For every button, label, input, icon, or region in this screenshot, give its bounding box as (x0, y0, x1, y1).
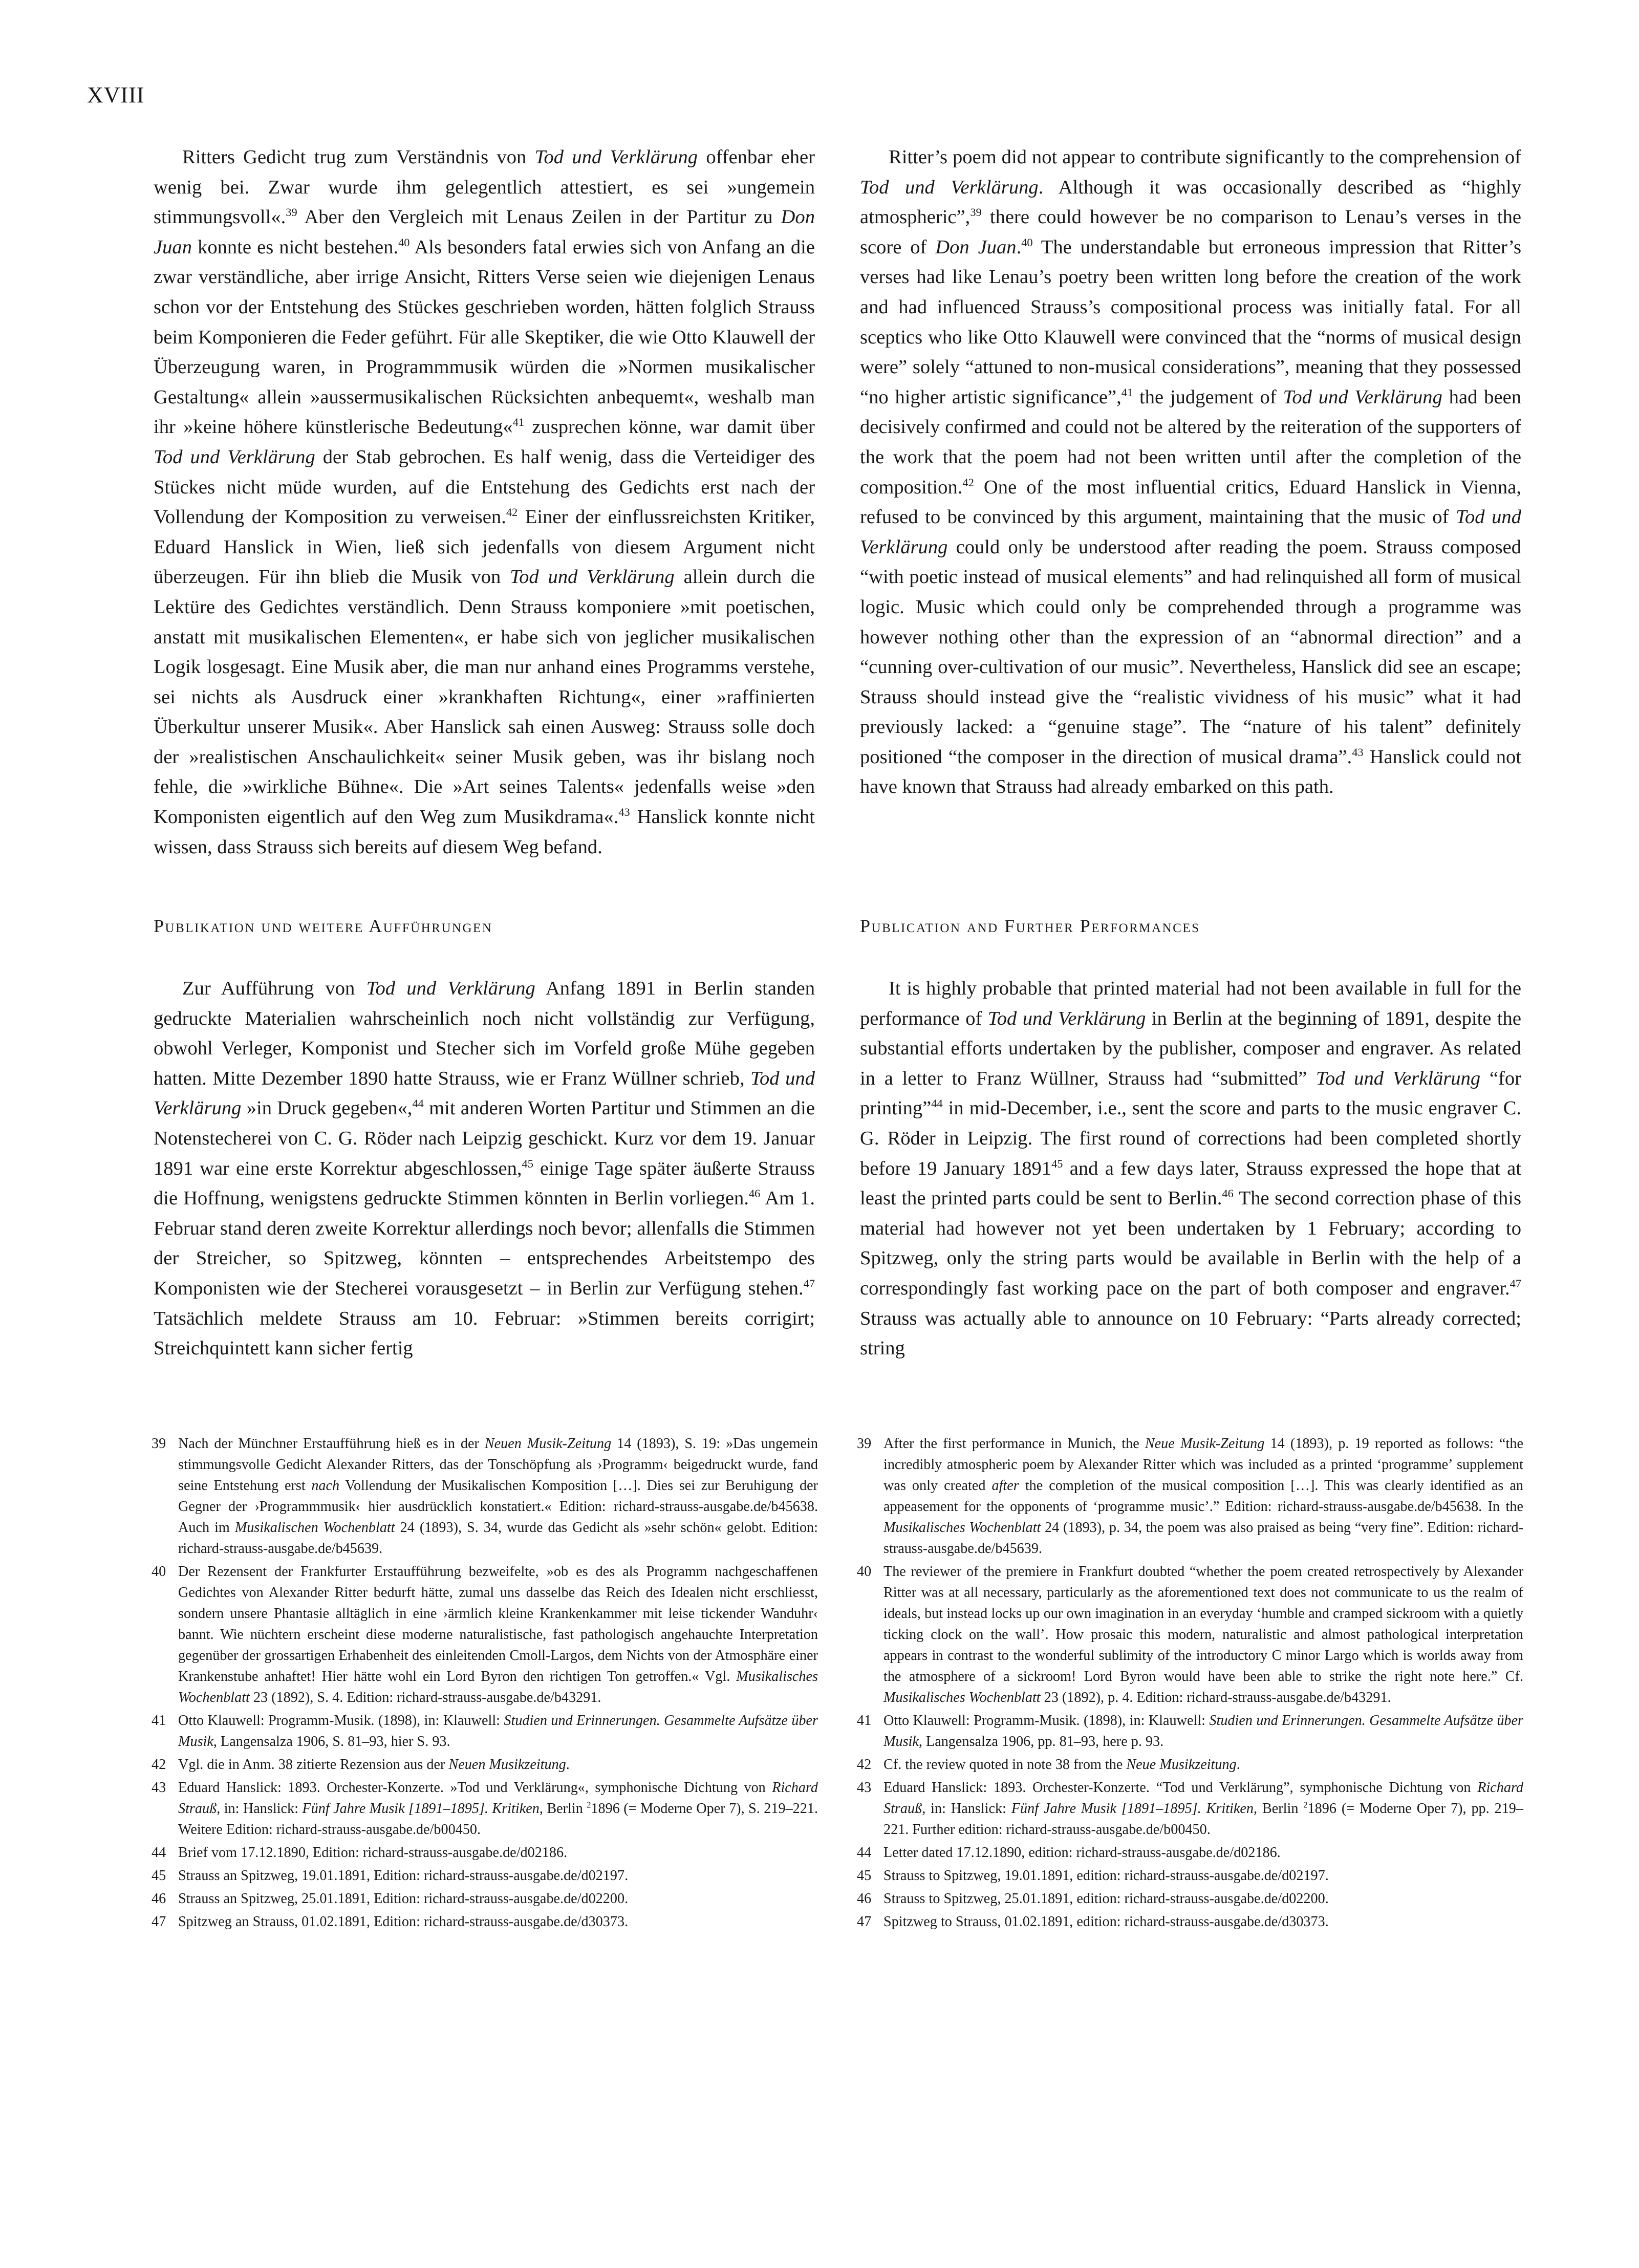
footnote-number: 39 (152, 1436, 166, 1452)
de-footnote-list (153, 1433, 818, 1932)
footnote-text: After the first performance in Munich, the Neue Musik-Zeitung 14 (1893), p. 19 reported as follows: “the incredibly atmospheric poem by Alexander Ritter which was included as a printed ‘programme’ supplement was only created after the completion of the musical composition […]. This was clearly identified as an appeasement for the opponents of ‘programme music’.” Edition: richard-strauss-ausgabe.de/b45638. In the Musikalisches Wochenblatt 24 (1893), p. 34, the poem was also praised as being “very fine”. Edition: richard-strauss-ausgabe.de/b45639. (883, 1436, 1523, 1557)
en-section-heading-wrap (860, 915, 1521, 937)
footnote-text: The reviewer of the premiere in Frankfurt doubted “whether the poem created retrospectively by Alexander Ritter was at all necessary, particularly as the aforementioned text does not communicate to us the realm of ideals, but instead locks up our own imagination in an everyday ‘humble and cramped sickroom with a quietly ticking clock on the wall’. How prosaic this modern, naturalistic and almost pathological interpretation appears in contrast to the wonderful sublimity of the introductory C minor Largo which is worlds away from the atmosphere of a sickroom! Lord Byron would have been able to strike the right note here.” Cf. Musikalisches Wochenblatt 23 (1892), p. 4. Edition: richard-strauss-ausgabe.de/b43291. (883, 1564, 1523, 1705)
footnote (858, 1561, 1523, 1708)
footnote-text: Strauss an Spitzweg, 25.01.1891, Edition: richard-strauss-ausgabe.de/d02200. (178, 1891, 629, 1907)
footnote (858, 1433, 1523, 1559)
footnote-number: 43 (857, 1780, 872, 1796)
de-intro-column (154, 142, 815, 862)
footnote-number: 45 (152, 1868, 166, 1884)
footnote-text: Otto Klauwell: Programm-Musik. (1898), in: Klauwell: Studien und Erinnerungen. Gesammelte Aufsätze über Musik, Langensalza 1906, S. 81–93, hier S. 93. (178, 1713, 818, 1749)
footnote (858, 1911, 1523, 1932)
en-footnotes (858, 1433, 1523, 1934)
en-section-heading: Publication and Further Performances (860, 916, 1200, 936)
footnote-number: 46 (857, 1891, 872, 1907)
footnote-text: Spitzweg to Strauss, 01.02.1891, edition: richard-strauss-ausgabe.de/d30373. (883, 1914, 1329, 1930)
footnote-text: Strauss to Spitzweg, 25.01.1891, edition: richard-strauss-ausgabe.de/d02200. (883, 1891, 1329, 1907)
footnote-number: 44 (152, 1845, 166, 1861)
footnote-text: Eduard Hanslick: 1893. Orchester-Konzerte. “Tod und Verklärung”, symphonische Dichtung von Richard Strauß, in: Hanslick: Fünf Jahre Musik [1891–1895]. Kritiken, Berlin $^2$1896 (= Moderne Oper 7), pp. 219–221. Further edition: richard-strauss-ausgabe.de/b00450. (883, 1780, 1523, 1838)
footnote (153, 1865, 818, 1886)
footnote (858, 1865, 1523, 1886)
footnote-text: Der Rezensent der Frankfurter Erstaufführung bezweifelte, »ob es des als Programm nachgeschaffenen Gedichtes von Alexander Ritter bedurft hätte, zumal uns dasselbe das Reich des Idealen nicht erschliesst, sondern unsere Phantasie alltäglich in eine ›ärmlich kleine Krankenkammer mit leise tickender Wanduhr‹ bannt. Wie nüchtern erscheint diese moderne naturalistische, fast pathologisch angehauchte Interpretation gegenüber der grossartigen Erhabenheit des einleitenden Cmoll-Largos, dem Nichts von der Atmosphäre einer Krankenstube anhaftet! Hier hätte wohl ein Lord Byron den richtigen Ton getroffen.« Vgl. Musikalisches Wochenblatt 23 (1892), S. 4. Edition: richard-strauss-ausgabe.de/b43291. (178, 1564, 818, 1705)
footnote-number: 39 (857, 1436, 872, 1452)
footnote-number: 47 (857, 1914, 872, 1930)
footnote-number: 41 (152, 1713, 166, 1729)
footnote-text: Spitzweg an Strauss, 01.02.1891, Edition: richard-strauss-ausgabe.de/d30373. (178, 1914, 629, 1930)
footnote (153, 1842, 818, 1863)
en-section-paragraph: It is highly probable that printed material had not been available in full for the performance of Tod und Verklärung in Berlin at the beginning of 1891, despite the substantial efforts undertaken by the publisher, composer and engraver. As related in a letter to Franz Wüllner, Strauss had “submitted” Tod und Verklärung “for printing”$^{44}$ in mid-December, i.e., sent the score and parts to the music engraver C. G. Röder in Leipzig. The first round of corrections had been completed shortly before 19 January 1891$^{45}$ and a few days later, Strauss expressed the hope that at least the printed parts could be sent to Berlin.$^{46}$ The second correction phase of this material had however not yet been undertaken by 1 February; according to Spitzweg, only the string parts would be available in Berlin with the help of a correspondingly fast working pace on the part of both composer and engraver.$^{47}$ Strauss was actually able to announce on 10 February: “Parts already corrected; string (860, 978, 1521, 1359)
footnote (153, 1561, 818, 1708)
footnote-number: 41 (857, 1713, 872, 1729)
footnote-text: Letter dated 17.12.1890, edition: richard-strauss-ausgabe.de/d02186. (883, 1845, 1281, 1861)
footnote (858, 1754, 1523, 1775)
footnote-number: 42 (152, 1757, 166, 1773)
en-intro-column (860, 142, 1521, 802)
de-section-paragraph: Zur Aufführung von Tod und Verklärung Anfang 1891 in Berlin standen gedruckte Materialien wahrscheinlich noch nicht vollständig zur Verfügung, obwohl Verleger, Komponist und Stecher sich im Vorfeld große Mühe gegeben hatten. Mitte Dezember 1890 hatte Strauss, wie er Franz Wüllner schrieb, Tod und Verklärung »in Druck gegeben«,$^{44}$ mit anderen Worten Partitur und Stimmen an die Notenstecherei von C. G. Röder nach Leipzig geschickt. Kurz vor dem 19. Januar 1891 war eine erste Korrektur abgeschlossen,$^{45}$ einige Tage später äußerte Strauss die Hoffnung, wenigstens gedruckte Stimmen könnten in Berlin vorliegen.$^{46}$ Am 1. Februar stand deren zweite Korrektur allerdings noch bevor; allenfalls die Stimmen der Streicher, so Spitzweg, könnten – entsprechendes Arbeitstempo des Komponisten wie der Stecherei vorausgesetzt – in Berlin zur Verfügung stehen.$^{47}$ Tatsächlich meldete Strauss am 10. Februar: »Stimmen bereits corrigirt; Streichquintett kann sicher fertig (154, 978, 815, 1359)
footnote (858, 1842, 1523, 1863)
footnote-text: Strauss to Spitzweg, 19.01.1891, edition: richard-strauss-ausgabe.de/d02197. (883, 1868, 1329, 1884)
footnote (153, 1911, 818, 1932)
footnote-number: 44 (857, 1845, 872, 1861)
footnote (153, 1710, 818, 1752)
footnote-text: Eduard Hanslick: 1893. Orchester-Konzerte. »Tod und Verklärung«, symphonische Dichtung von Richard Strauß, in: Hanslick: Fünf Jahre Musik [1891–1895]. Kritiken, Berlin $^2$1896 (= Moderne Oper 7), S. 219–221. Weitere Edition: richard-strauss-ausgabe.de/b00450. (178, 1780, 818, 1838)
footnote (153, 1888, 818, 1909)
de-footnotes (153, 1433, 818, 1934)
footnote-number: 42 (857, 1757, 872, 1773)
de-section-column (154, 974, 815, 1364)
footnote (858, 1710, 1523, 1752)
de-section-heading-wrap (154, 915, 815, 937)
footnote-number: 47 (152, 1914, 166, 1930)
footnote-number: 40 (152, 1564, 166, 1580)
footnote-text: Brief vom 17.12.1890, Edition: richard-strauss-ausgabe.de/d02186. (178, 1845, 568, 1861)
page-number: XVIII (87, 82, 145, 107)
footnote (153, 1754, 818, 1775)
footnote (858, 1888, 1523, 1909)
footnote-number: 40 (857, 1564, 872, 1580)
en-footnote-list (858, 1433, 1523, 1932)
footnote-number: 45 (857, 1868, 872, 1884)
footnote (153, 1433, 818, 1559)
footnote-text: Otto Klauwell: Programm-Musik. (1898), in: Klauwell: Studien und Erinnerungen. Gesammelte Aufsätze über Musik, Langensalza 1906, pp. 81–93, here p. 93. (883, 1713, 1523, 1749)
footnote (858, 1777, 1523, 1840)
en-section-column (860, 974, 1521, 1364)
de-section-heading: Publikation und weitere Aufführungen (154, 916, 493, 936)
footnote-text: Vgl. die in Anm. 38 zitierte Rezension aus der Neuen Musikzeitung. (178, 1757, 570, 1773)
footnote (153, 1777, 818, 1840)
en-intro-paragraph: Ritter’s poem did not appear to contribute significantly to the comprehension of Tod und Verklärung. Although it was occasionally described as “highly atmospheric”,$^{39}$ there could however be no comparison to Lenau’s verses in the score of Don Juan.$^{40}$ The understandable but erroneous impression that Ritter’s verses had like Lenau’s poetry been written long before the creation of the work and had influenced Strauss’s compositional process was initially fatal. For all sceptics who like Otto Klauwell were convinced that the “norms of musical design were” solely “attuned to non-musical considerations”, meaning that they possessed “no higher artistic significance”,$^{41}$ the judgement of Tod und Verklärung had been decisively confirmed and could not be altered by the reiteration of the supporters of the work that the poem had not been written until after the completion of the composition.$^{42}$ One of the most influential critics, Eduard Hanslick in Vienna, refused to be convinced by this argument, maintaining that the music of Tod und Verklärung could only be understood after reading the poem. Strauss composed “with poetic instead of musical elements” and had relinquished all form of musical logic. Music which could only be comprehended through a programme was however nothing other than the expression of an “abnormal direction” and a “cunning over-cultivation of our music”. Nevertheless, Hanslick did see an escape; Strauss should instead give the “realistic vividness of his music” what it had previously lacked: a “genuine stage”. The “nature of his talent” definitely positioned “the composer in the direction of musical drama”.$^{43}$ Hanslick could not have known that Strauss had already embarked on this path. (860, 146, 1521, 798)
footnote-number: 46 (152, 1891, 166, 1907)
footnote-text: Nach der Münchner Erstaufführung hieß es in der Neuen Musik-Zeitung 14 (1893), S. 19: »Das ungemein stimmungsvolle Gedicht Alexander Ritters, das der Tonschöpfung als ›Programm‹ beigedruckt wurde, fand seine Entstehung erst nach Vollendung der Musikalischen Komposition […]. Dies sei zur Beruhigung der Gegner der ›Programmmusik‹ hier ausdrücklich konstatiert.« Edition: richard-strauss-ausgabe.de/b45638. Auch im Musikalischen Wochenblatt 24 (1893), S. 34, wurde das Gedicht als »sehr schön« gelobt. Edition: richard-strauss-ausgabe.de/b45639. (178, 1436, 818, 1557)
footnote-text: Cf. the review quoted in note 38 from the Neue Musikzeitung. (883, 1757, 1240, 1773)
footnote-number: 43 (152, 1780, 166, 1796)
de-intro-paragraph: Ritters Gedicht trug zum Verständnis von Tod und Verklärung offenbar eher wenig bei. Zwar wurde ihm gelegentlich attestiert, es sei »ungemein stimmungsvoll«.$^{39}$ Aber den Vergleich mit Lenaus Zeilen in der Partitur zu Don Juan konnte es nicht bestehen.$^{40}$ Als besonders fatal erwies sich von Anfang an die zwar verständliche, aber irrige Ansicht, Ritters Verse seien wie diejenigen Lenaus schon vor der Entstehung des Stückes geschrieben worden, hätten folglich Strauss beim Komponieren die Feder geführt. Für alle Skeptiker, die wie Otto Klauwell der Überzeugung waren, in Programmmusik würden die »Normen musikalischer Gestaltung« allein »aussermusikalischen Rücksichten anbequemt«, weshalb man ihr »keine höhere künstlerische Bedeutung«$^{41}$ zusprechen könne, war damit über Tod und Verklärung der Stab gebrochen. Es half wenig, dass die Verteidiger des Stückes nicht müde wurden, auf die Entstehung des Gedichts erst nach der Vollendung der Komposition zu verweisen.$^{42}$ Einer der einflussreichsten Kritiker, Eduard Hanslick in Wien, ließ sich jedenfalls von diesem Argument nicht überzeugen. Für ihn blieb die Musik von Tod und Verklärung allein durch die Lektüre des Gedichtes verständlich. Denn Strauss komponiere »mit poetischen, anstatt mit musikalischen Elementen«, er habe sich von jeglicher musikalischen Logik losgesagt. Eine Musik aber, die man nur anhand eines Programms verstehe, sei nichts als Ausdruck einer »krankhaften Richtung«, einer »raffinierten Überkultur unserer Musik«. Aber Hanslick sah einen Ausweg: Strauss solle doch der »realistischen Anschaulichkeit« seiner Musik geben, was ihr bislang noch fehle, die »wirkliche Bühne«. Die »Art seines Talents« jedenfalls weise »den Komponisten eigentlich auf den Weg zum Musikdrama«.$^{43}$ Hanslick konnte nicht wissen, dass Strauss sich bereits auf diesem Weg befand. (154, 146, 815, 858)
footnote-text: Strauss an Spitzweg, 19.01.1891, Edition: richard-strauss-ausgabe.de/d02197. (178, 1868, 629, 1884)
